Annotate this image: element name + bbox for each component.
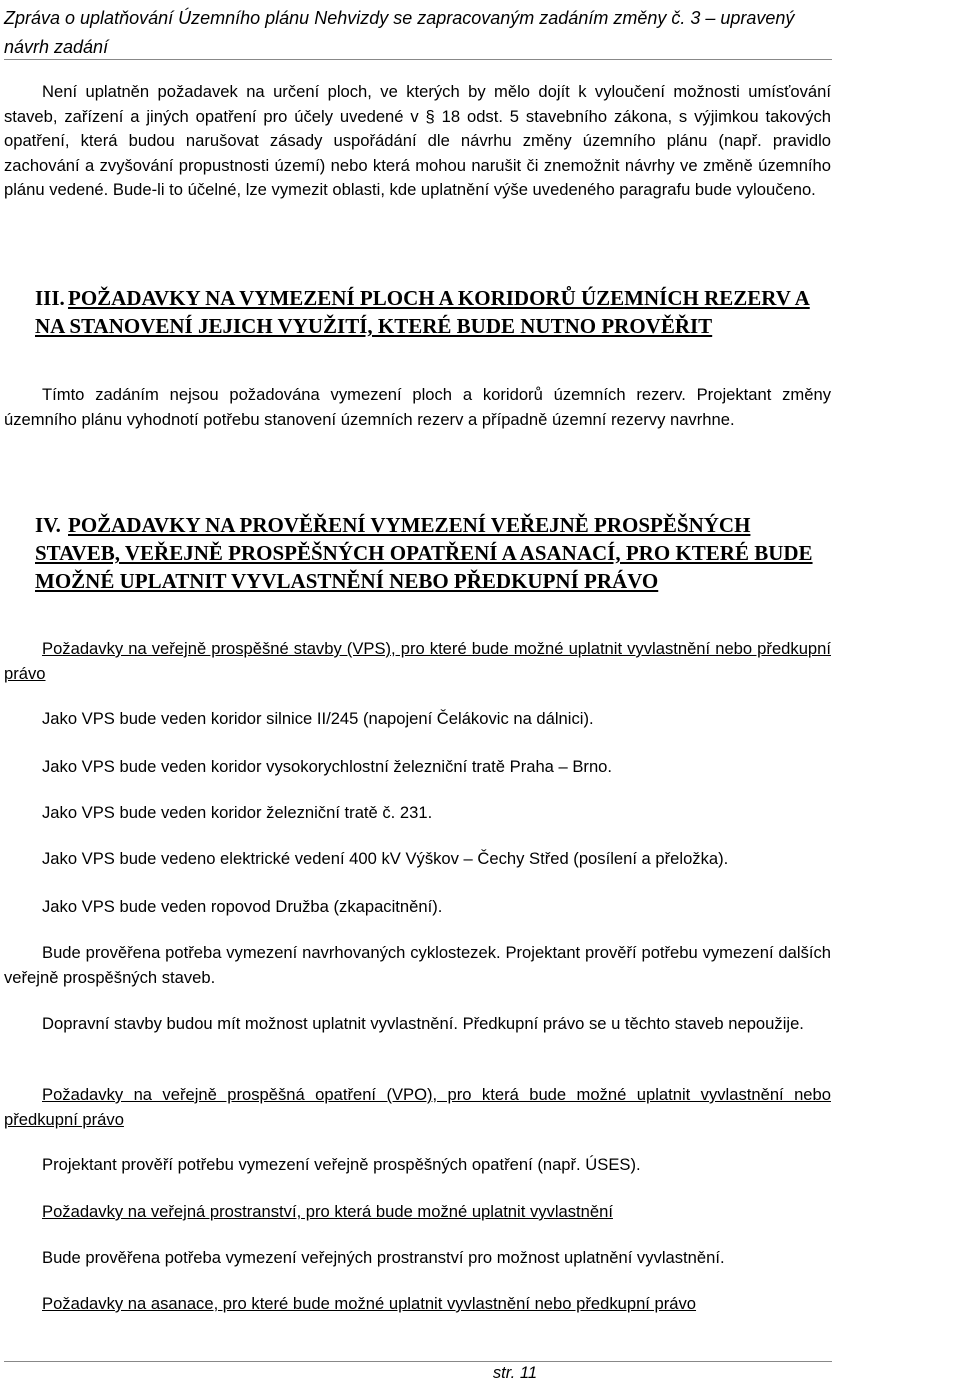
vps-item: Jako VPS bude veden ropovod Družba (zkapacitnění).: [42, 897, 443, 916]
section-iii-paragraph: Tímto zadáním nejsou požadována vymezení ploch a koridorů územních rezerv. Projektant změny územního plánu vyhodnotí potřebu stanovení územních rezerv a případně územní rezervy navrhne.: [4, 385, 831, 429]
vp-text: Bude prověřena potřeba vymezení veřejných prostranství pro možnost uplatnění vyvlastnění.: [42, 1248, 725, 1267]
running-header: Zpráva o uplatňování Územního plánu Nehvizdy se zapracovaným zadáním změny č. 3 – upravený návrh zadání: [4, 8, 795, 57]
header-divider: [4, 59, 832, 60]
section-heading-iv: [35, 511, 835, 595]
dopravni-stavby-paragraph: Dopravní stavby budou mít možnost uplatnit vyvlastnění. Předkupní právo se u těchto staveb nepoužije.: [42, 1014, 804, 1033]
vps-item: Jako VPS bude veden koridor vysokorychlostní železniční tratě Praha – Brno.: [42, 757, 613, 776]
vps-item: Jako VPS bude veden koridor silnice II/245 (napojení Čelákovic na dálnici).: [42, 709, 594, 728]
section-title: POŽADAVKY NA PROVĚŘENÍ VYMEZENÍ VEŘEJNĚ PROSPĚŠNÝCH STAVEB, VEŘEJNĚ PROSPĚŠNÝCH OPATŘENÍ A ASANACÍ, PRO KTERÉ BUDE MOŽNÉ UPLATNIT VYVLASTNĚNÍ NEBO PŘEDKUPNÍ PRÁVO: [35, 513, 813, 593]
page-number: str. 11: [492, 1363, 538, 1382]
vps-item: Jako VPS bude veden koridor železniční tratě č. 231.: [42, 803, 433, 822]
vpo-subheading: Požadavky na veřejně prospěšná opatření (VPO), pro která bude možné uplatnit vyvlastnění nebo předkupní právo: [4, 1085, 831, 1129]
vp-subheading: Požadavky na veřejná prostranství, pro která bude možné uplatnit vyvlastnění: [42, 1202, 613, 1221]
section-number: III.: [35, 286, 65, 310]
vps-item: Jako VPS bude vedeno elektrické vedení 400 kV Výškov – Čechy Střed (posílení a přeložka).: [42, 849, 729, 868]
section-title: POŽADAVKY NA VYMEZENÍ PLOCH A KORIDORŮ ÚZEMNÍCH REZERV A NA STANOVENÍ JEJICH VYUŽITÍ, KTERÉ BUDE NUTNO PROVĚŘIT: [35, 286, 810, 338]
section-number: IV.: [35, 513, 61, 537]
vps-subheading: Požadavky na veřejně prospěšné stavby (VPS), pro které bude možné uplatnit vyvlastnění nebo předkupní právo: [4, 639, 831, 683]
asanace-subheading: Požadavky na asanace, pro které bude možné uplatnit vyvlastnění nebo předkupní právo: [42, 1294, 697, 1313]
cyklostezky-paragraph: Bude prověřena potřeba vymezení navrhovaných cyklostezek. Projektant prověří potřebu vymezení dalších veřejně prospěšných staveb.: [4, 943, 831, 987]
intro-paragraph: Není uplatněn požadavek na určení ploch, ve kterých by mělo dojít k vyloučení možnosti umísťování staveb, zařízení a jiných opatření pro účely uvedené v § 18 odst. 5 stavebního zákona, s výjimkou takových opatření, která budou narušovat zásady uspořádání dle návrhu změny územního plánu (např. pravidlo zachování a zvyšování propustnosti území) nebo která mohou narušit či znemožnit návrhy ve změně územního plánu vedené. Bude-li to účelné, lze vymezit oblasti, kde uplatnění výše uvedeného paragrafu bude vyloučeno.: [4, 82, 831, 199]
vpo-text: Projektant prověří potřebu vymezení veřejně prospěšných opatření (např. ÚSES).: [42, 1155, 641, 1174]
section-heading-iii: [35, 284, 835, 340]
